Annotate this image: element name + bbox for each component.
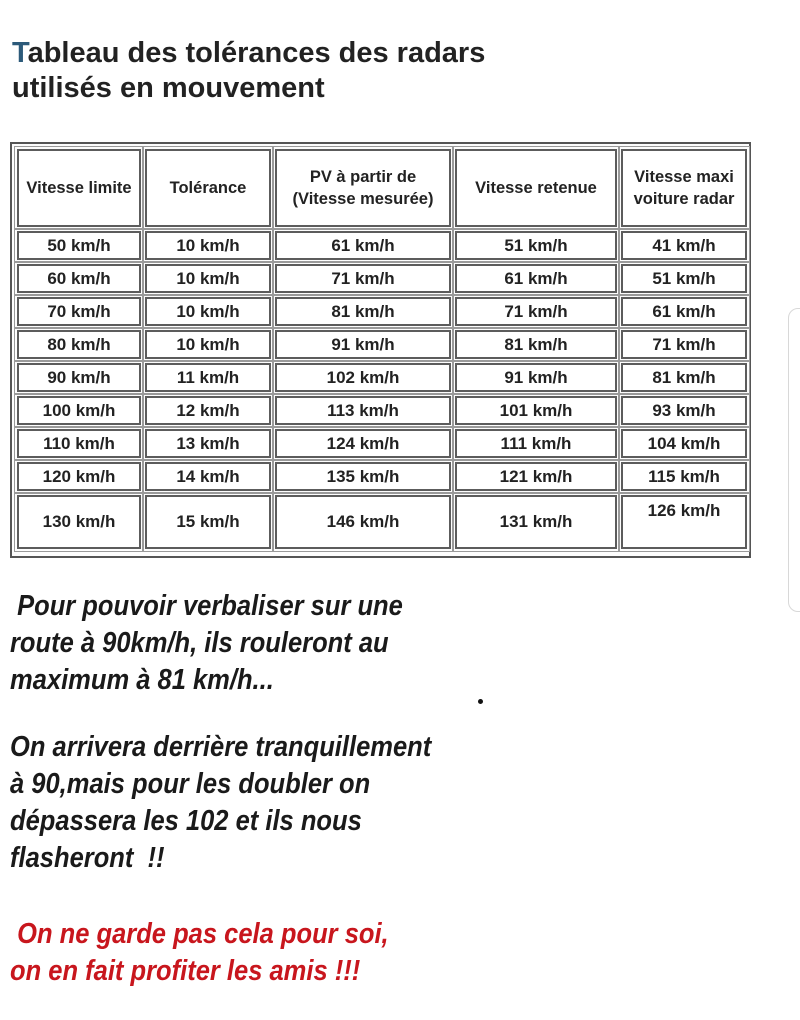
table-cell: 13 km/h [145, 429, 271, 458]
note-paragraph-2-line-2: à 90,mais pour les doubler on [10, 768, 371, 800]
note-paragraph-2-line-3: dépassera les 102 et ils nous [10, 805, 362, 837]
scroll-handle[interactable] [788, 308, 800, 612]
table-cell: 80 km/h [17, 330, 141, 359]
table-cell: 15 km/h [145, 495, 271, 549]
table-cell: 81 km/h [621, 363, 747, 392]
table-cell: 41 km/h [621, 231, 747, 260]
header-vitesse-maxi-voiture-radar: Vitesse maxi voiture radar [621, 149, 747, 227]
note-paragraph-1-line-3: maximum à 81 km/h... [10, 664, 274, 696]
table-cell: 130 km/h [17, 495, 141, 549]
table-cell: 71 km/h [455, 297, 617, 326]
table-cell: 60 km/h [17, 264, 141, 293]
table-cell: 101 km/h [455, 396, 617, 425]
stray-dot [478, 699, 483, 704]
table-cell: 12 km/h [145, 396, 271, 425]
note-paragraph-2-line-1: On arrivera derrière tranquillement [10, 731, 432, 763]
table-cell: 120 km/h [17, 462, 141, 491]
header-vitesse-limite: Vitesse limite [17, 149, 141, 227]
note-paragraph-2-line-4: flasheront !! [10, 842, 165, 874]
table-cell: 71 km/h [621, 330, 747, 359]
table-cell: 115 km/h [621, 462, 747, 491]
table-cell: 14 km/h [145, 462, 271, 491]
table-cell: 110 km/h [17, 429, 141, 458]
table-cell: 104 km/h [621, 429, 747, 458]
table-cell: 10 km/h [145, 264, 271, 293]
note-paragraph-3-line-2: on en fait profiter les amis !!! [10, 955, 361, 987]
table-cell: 50 km/h [17, 231, 141, 260]
note-paragraph-3-line-1: On ne garde pas cela pour soi, [10, 918, 389, 950]
table-cell: 100 km/h [17, 396, 141, 425]
table-cell: 81 km/h [275, 297, 451, 326]
table-cell: 121 km/h [455, 462, 617, 491]
table-cell: 51 km/h [455, 231, 617, 260]
table-cell: 71 km/h [275, 264, 451, 293]
table-cell: 70 km/h [17, 297, 141, 326]
radar-tolerance-table [10, 142, 751, 558]
table-cell: 90 km/h [17, 363, 141, 392]
table-cell: 146 km/h [275, 495, 451, 549]
title-line-2: utilisés en mouvement [12, 72, 325, 104]
table-cell: 10 km/h [145, 297, 271, 326]
table-cell: 113 km/h [275, 396, 451, 425]
table-cell: 93 km/h [621, 396, 747, 425]
header-tolerance: Tolérance [145, 149, 271, 227]
table-cell: 61 km/h [275, 231, 451, 260]
note-paragraph-1-line-1: Pour pouvoir verbaliser sur une [10, 590, 403, 622]
table-cell: 11 km/h [145, 363, 271, 392]
table-cell: 61 km/h [621, 297, 747, 326]
note-paragraph-1-line-2: route à 90km/h, ils rouleront au [10, 627, 389, 659]
title-line-1: Tableau des tolérances des radars [12, 37, 486, 69]
table-cell: 91 km/h [455, 363, 617, 392]
table-cell: 126 km/h [621, 495, 747, 549]
page-title [12, 36, 572, 106]
table-cell: 124 km/h [275, 429, 451, 458]
table-cell: 81 km/h [455, 330, 617, 359]
table-cell: 102 km/h [275, 363, 451, 392]
table-cell: 111 km/h [455, 429, 617, 458]
table-cell: 135 km/h [275, 462, 451, 491]
table-cell: 61 km/h [455, 264, 617, 293]
header-vitesse-retenue: Vitesse retenue [455, 149, 617, 227]
header-pv-a-partir-de: PV à partir de (Vitesse mesurée) [275, 149, 451, 227]
table-cell: 10 km/h [145, 231, 271, 260]
table-cell: 51 km/h [621, 264, 747, 293]
table-cell: 91 km/h [275, 330, 451, 359]
table-cell: 10 km/h [145, 330, 271, 359]
table-cell: 131 km/h [455, 495, 617, 549]
